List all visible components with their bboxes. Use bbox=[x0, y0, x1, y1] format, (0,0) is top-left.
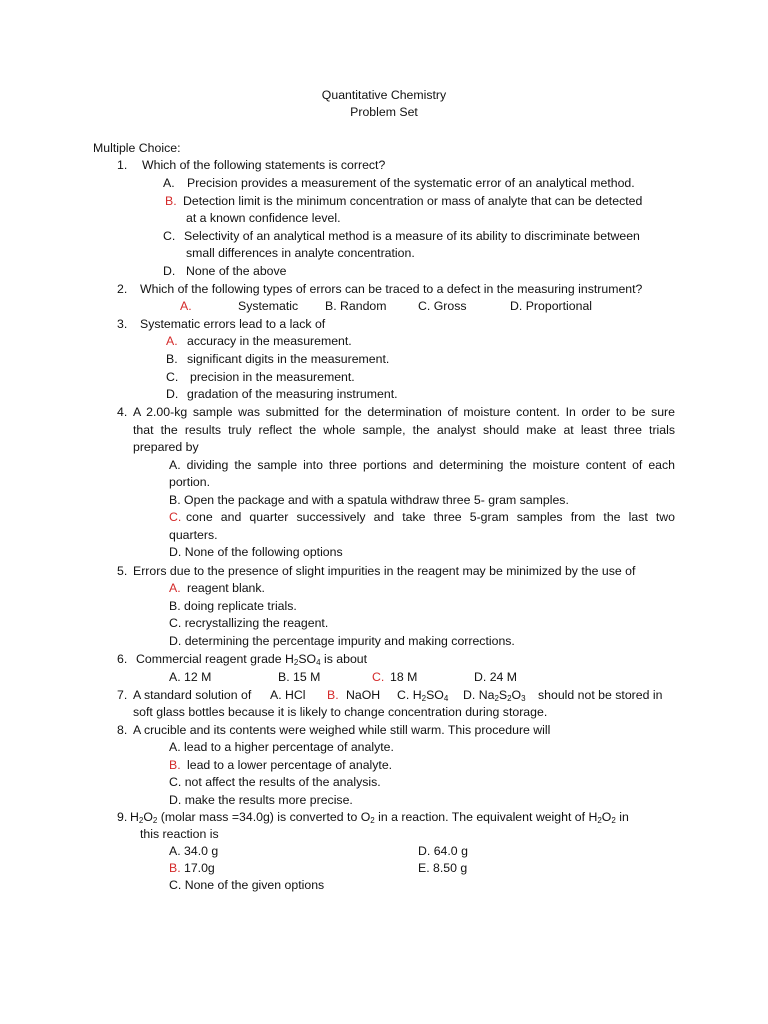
q3-option-b: significant digits in the measurement. bbox=[187, 352, 390, 366]
q7-option-b-letter-answer: B. bbox=[327, 688, 339, 702]
document-title: Quantitative Chemistry bbox=[321, 88, 447, 102]
q7-number: 7. bbox=[117, 688, 128, 702]
q9-option-b-letter-answer: B. bbox=[169, 861, 181, 875]
q1-number: 1. bbox=[117, 158, 128, 172]
q9-text-line2: this reaction is bbox=[140, 827, 219, 841]
q5-option-c: C. recrystallizing the reagent. bbox=[169, 616, 329, 630]
q2-option-b: B. Random bbox=[325, 299, 387, 313]
q9-text-line1: $H_2O_2$ (molar mass =34.0g) is converted to $O_2$ in a reaction. The equivalent weight of $H_2O_2$ in bbox=[130, 810, 629, 825]
q9-number: 9. bbox=[117, 810, 128, 824]
q4-option-d: D. None of the following options bbox=[169, 545, 343, 559]
q2-option-a-letter-answer: A. bbox=[180, 299, 192, 313]
q6-option-c-letter-answer: C. bbox=[372, 670, 385, 684]
q8-number: 8. bbox=[117, 723, 128, 737]
q1-option-b-line2: at a known confidence level. bbox=[186, 211, 341, 225]
q1-option-c-line1: Selectivity of an analytical method is a measure of its ability to discriminate between bbox=[184, 229, 640, 243]
q3-number: 3. bbox=[117, 317, 128, 331]
q6-number: 6. bbox=[117, 652, 128, 666]
q2-option-c: C. Gross bbox=[418, 299, 467, 313]
q3-option-c-letter: C. bbox=[166, 370, 179, 384]
q5-option-a-letter-answer: A. bbox=[169, 581, 181, 595]
q3-text: Systematic errors lead to a lack of bbox=[140, 317, 326, 331]
q6-text: Commercial reagent grade $H_2SO_4$ is about bbox=[136, 652, 368, 667]
q5-text: Errors due to the presence of slight impurities in the reagent may be minimized by the use of bbox=[133, 564, 636, 578]
q6-option-d: D. 24 M bbox=[474, 670, 518, 684]
q3-option-c: precision in the measurement. bbox=[190, 370, 355, 384]
q8-option-b: lead to a lower percentage of analyte. bbox=[187, 758, 393, 772]
q9-option-e: E. 8.50 g bbox=[418, 861, 468, 875]
q7-text-line3: soft glass bottles because it is likely to change concentration during storage. bbox=[133, 705, 548, 719]
q2-text: Which of the following types of errors can be traced to a defect in the measuring instrument? bbox=[140, 282, 643, 296]
q3-option-b-letter: B. bbox=[166, 352, 178, 366]
q2-option-d: D. Proportional bbox=[510, 299, 593, 313]
q5-option-a: reagent blank. bbox=[187, 581, 265, 595]
q6-option-b: B. 15 M bbox=[278, 670, 321, 684]
q8-option-c: C. not affect the results of the analysis. bbox=[169, 775, 381, 789]
q8-option-a: A. lead to a higher percentage of analyte. bbox=[169, 740, 394, 754]
q7-option-b: NaOH bbox=[346, 688, 381, 702]
q9-option-d: D. 64.0 g bbox=[418, 844, 468, 858]
q3-option-d: gradation of the measuring instrument. bbox=[187, 387, 398, 401]
section-label: Multiple Choice: bbox=[93, 141, 181, 155]
q1-option-a-letter: A. bbox=[163, 176, 175, 190]
q8-option-b-letter-answer: B. bbox=[169, 758, 181, 772]
q4-text-line2: that the results truly reflect the whole sample, the analyst should make at least three trials bbox=[133, 423, 675, 437]
q7-option-c: C. $H_2SO_4$ bbox=[397, 688, 449, 703]
q4-option-b: B. Open the package and with a spatula withdraw three 5- gram samples. bbox=[169, 493, 569, 507]
q7-text-line2: should not be stored in bbox=[538, 688, 663, 702]
q4-number: 4. bbox=[117, 405, 128, 419]
q3-option-d-letter: D. bbox=[166, 387, 179, 401]
q1-option-c-letter: C. bbox=[163, 229, 176, 243]
q1-option-a: Precision provides a measurement of the systematic error of an analytical method. bbox=[187, 176, 635, 190]
q1-option-b-letter-answer: B. bbox=[165, 194, 177, 208]
q4-option-c-line2: quarters. bbox=[169, 528, 218, 542]
q5-option-d: D. determining the percentage impurity and making corrections. bbox=[169, 634, 515, 648]
q6-option-c: 18 M bbox=[390, 670, 418, 684]
q3-option-a-letter-answer: A. bbox=[166, 334, 178, 348]
q8-option-d: D. make the results more precise. bbox=[169, 793, 353, 807]
q1-option-d-letter: D. bbox=[163, 264, 176, 278]
q7-option-a: A. HCl bbox=[270, 688, 306, 702]
q1-text: Which of the following statements is correct? bbox=[142, 158, 386, 172]
q9-option-c: C. None of the given options bbox=[169, 878, 325, 892]
document-subtitle: Problem Set bbox=[350, 105, 418, 119]
q5-option-b: B. doing replicate trials. bbox=[169, 599, 297, 613]
q4-option-a-line2: portion. bbox=[169, 475, 211, 489]
q4-option-c-line1: cone and quarter successively and take three 5-gram samples from the last two bbox=[186, 510, 675, 524]
q1-option-d: None of the above bbox=[186, 264, 287, 278]
q5-number: 5. bbox=[117, 564, 128, 578]
q9-option-a: A. 34.0 g bbox=[169, 844, 219, 858]
q1-option-b-line1: Detection limit is the minimum concentration or mass of analyte that can be detected bbox=[183, 194, 643, 208]
q4-text-line3: prepared by bbox=[133, 440, 199, 454]
q9-option-b: 17.0g bbox=[184, 861, 215, 875]
q4-text-line1: A 2.00-kg sample was submitted for the determination of moisture content. In order to be sure bbox=[133, 405, 675, 419]
q8-text: A crucible and its contents were weighed while still warm. This procedure will bbox=[133, 723, 551, 737]
q7-option-d: D. $Na_2S_2O_3$ bbox=[463, 688, 526, 703]
q3-option-a: accuracy in the measurement. bbox=[187, 334, 352, 348]
q4-option-a-line1: A. dividing the sample into three portions and determining the moisture content of each bbox=[169, 458, 675, 472]
q6-option-a: A. 12 M bbox=[169, 670, 212, 684]
q1-option-c-line2: small differences in analyte concentration. bbox=[186, 246, 415, 260]
q4-option-c-letter-answer: C. bbox=[169, 510, 182, 524]
q7-text-line1: A standard solution of bbox=[133, 688, 252, 702]
q2-number: 2. bbox=[117, 282, 128, 296]
q2-option-a: Systematic bbox=[238, 299, 299, 313]
